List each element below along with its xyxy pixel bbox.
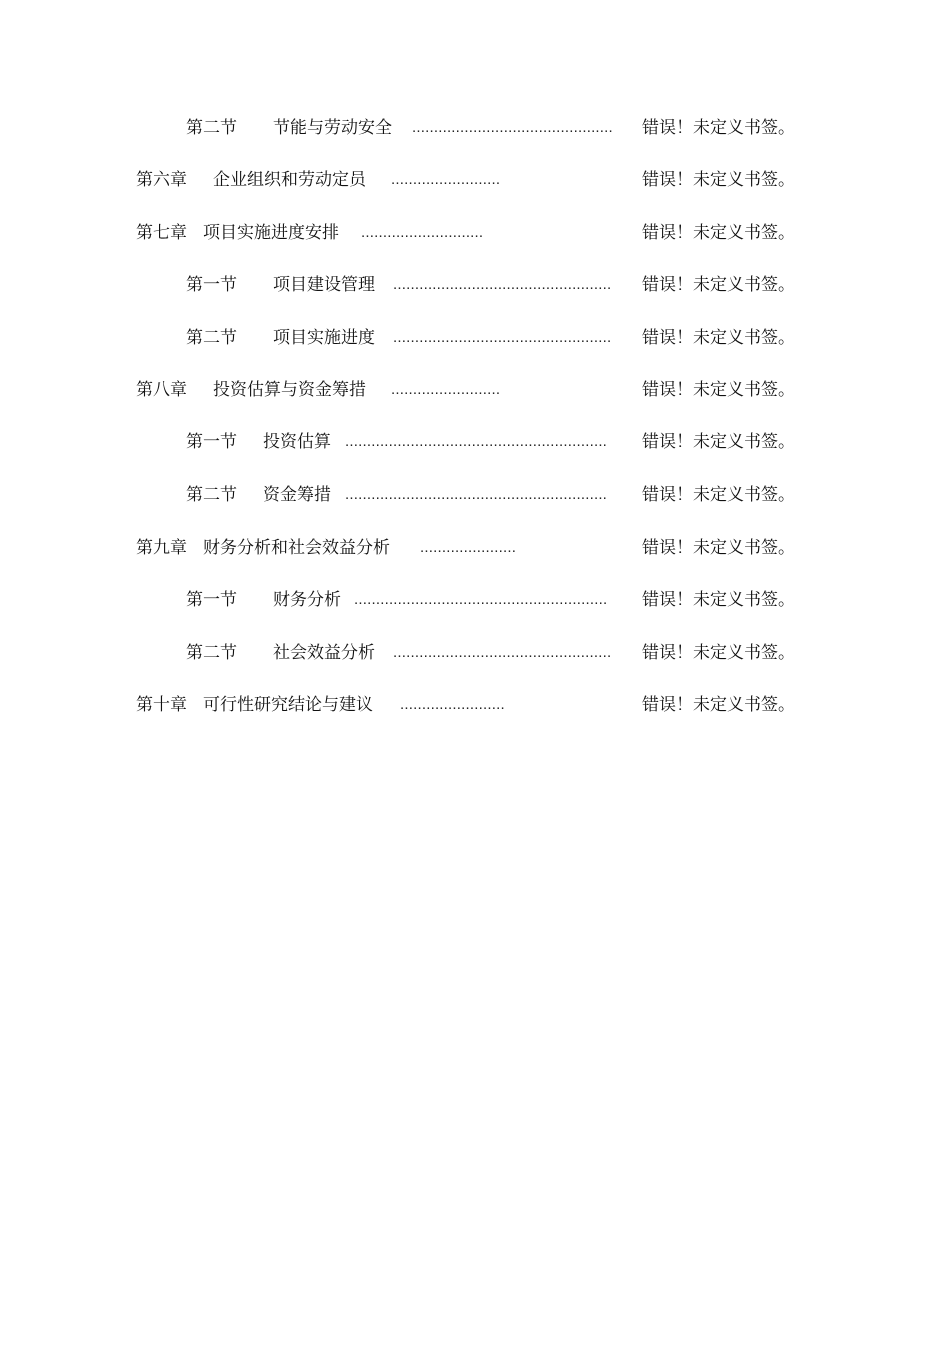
toc-page-ref[interactable]: 错误！未定义书签。 (642, 432, 795, 452)
toc-leader-dots: .................................................. (393, 276, 612, 293)
toc-entry-title: 项目实施进度 (273, 328, 375, 348)
toc-page-ref[interactable]: 错误！未定义书签。 (642, 118, 795, 138)
toc-leader-dots: .................................................. (393, 644, 612, 661)
toc-entry[interactable] (0, 325, 950, 351)
toc-leader-dots: ............................ (361, 224, 484, 241)
toc-entry[interactable] (0, 220, 950, 246)
toc-entry-title: 资金筹措 (263, 485, 331, 505)
toc-entry-label: 第二节 (186, 485, 237, 505)
toc-entry-label: 第一节 (186, 275, 237, 295)
toc-entry[interactable] (0, 167, 950, 193)
toc-entry-label: 第二节 (186, 328, 237, 348)
toc-entry-title: 财务分析和社会效益分析 (203, 538, 390, 558)
toc-page-ref[interactable]: 错误！未定义书签。 (642, 328, 795, 348)
toc-leader-dots: .................................................. (393, 329, 612, 346)
toc-leader-dots: ............................................................ (345, 433, 608, 450)
toc-entry[interactable] (0, 640, 950, 666)
toc-leader-dots: ......................... (391, 171, 501, 188)
toc-leader-dots: .......................................................... (354, 591, 608, 608)
toc-entry-label: 第一节 (186, 432, 237, 452)
toc-page-ref[interactable]: 错误！未定义书签。 (642, 380, 795, 400)
toc-entry-title: 投资估算 (263, 432, 331, 452)
toc-leader-dots: ............................................................ (345, 486, 608, 503)
toc-entry-label: 第一节 (186, 590, 237, 610)
toc-entry[interactable] (0, 482, 950, 508)
toc-leader-dots: ......................... (391, 381, 501, 398)
toc-leader-dots: ...................... (420, 539, 517, 556)
toc-page-ref[interactable]: 错误！未定义书签。 (642, 170, 795, 190)
toc-entry-label: 第七章 (136, 223, 187, 243)
toc-entry-title: 可行性研究结论与建议 (203, 695, 373, 715)
toc-entry-title: 投资估算与资金筹措 (213, 380, 366, 400)
toc-entry-title: 项目建设管理 (273, 275, 375, 295)
toc-entry-title: 企业组织和劳动定员 (213, 170, 366, 190)
toc-page-ref[interactable]: 错误！未定义书签。 (642, 590, 795, 610)
toc-entry-label: 第八章 (136, 380, 187, 400)
toc-entry[interactable] (0, 377, 950, 403)
toc-page-ref[interactable]: 错误！未定义书签。 (642, 485, 795, 505)
toc-entry-title: 社会效益分析 (273, 643, 375, 663)
toc-entry-label: 第六章 (136, 170, 187, 190)
toc-entry-title: 财务分析 (273, 590, 341, 610)
toc-page-ref[interactable]: 错误！未定义书签。 (642, 643, 795, 663)
toc-entry[interactable] (0, 272, 950, 298)
toc-entry[interactable] (0, 692, 950, 718)
toc-entry-title: 节能与劳动安全 (273, 118, 392, 138)
toc-page-ref[interactable]: 错误！未定义书签。 (642, 538, 795, 558)
toc-page-ref[interactable]: 错误！未定义书签。 (642, 275, 795, 295)
toc-entry[interactable] (0, 115, 950, 141)
toc-entry-label: 第二节 (186, 118, 237, 138)
toc-leader-dots: ........................ (400, 696, 505, 713)
toc-entry-label: 第十章 (136, 695, 187, 715)
toc-page-ref[interactable]: 错误！未定义书签。 (642, 223, 795, 243)
toc-entry[interactable] (0, 587, 950, 613)
toc-page-ref[interactable]: 错误！未定义书签。 (642, 695, 795, 715)
toc-entry-label: 第九章 (136, 538, 187, 558)
toc-entry-label: 第二节 (186, 643, 237, 663)
toc-entry[interactable] (0, 429, 950, 455)
toc-entry-title: 项目实施进度安排 (203, 223, 339, 243)
toc-entry[interactable] (0, 535, 950, 561)
toc-leader-dots: .............................................. (412, 119, 613, 136)
